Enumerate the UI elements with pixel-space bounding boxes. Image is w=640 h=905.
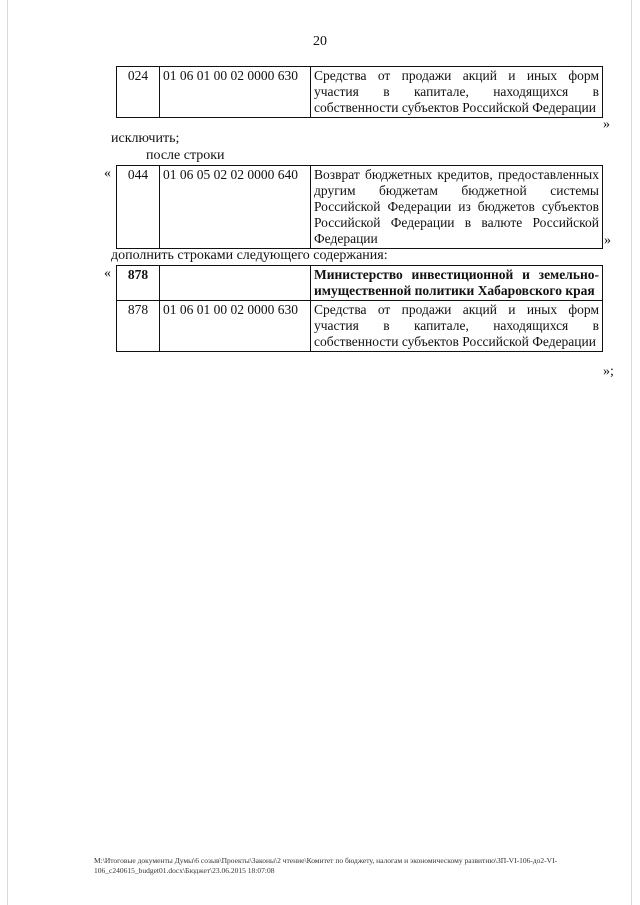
admin-code-cell: 044 xyxy=(117,166,160,249)
admin-code-cell: 878 xyxy=(117,266,160,301)
source-code-cell: 01 06 01 00 02 0000 630 xyxy=(160,67,311,118)
table-row xyxy=(117,301,603,352)
table-row xyxy=(117,266,603,301)
close-quote: »; xyxy=(603,364,614,379)
page-number: 20 xyxy=(313,34,327,49)
admin-code-cell: 878 xyxy=(117,301,160,352)
open-quote: « xyxy=(104,266,111,281)
budget-table-delete xyxy=(116,66,603,118)
close-quote: » xyxy=(604,233,611,248)
instruction-after-row: после строки xyxy=(146,148,225,163)
instruction-add-rows: дополнить строками следующего содержания: xyxy=(111,248,388,263)
source-code-cell: 01 06 05 02 02 0000 640 xyxy=(160,166,311,249)
open-quote: « xyxy=(104,166,111,181)
source-code-cell xyxy=(160,266,311,301)
scan-edge-right xyxy=(631,0,632,905)
admin-code-cell: 024 xyxy=(117,67,160,118)
budget-table-add xyxy=(116,265,603,352)
table-row xyxy=(117,67,603,118)
source-code-cell: 01 06 01 00 02 0000 630 xyxy=(160,301,311,352)
source-name-cell: Средства от продажи акций и иных форм участия в капитале, находящихся в собственности субъектов Российской Федерации xyxy=(311,301,603,352)
close-quote: » xyxy=(603,117,610,132)
ministry-name-cell: Министерство инвестиционной и земельно-имущественной политики Хабаровского края xyxy=(311,266,603,301)
table-row xyxy=(117,166,603,249)
file-path-footer: M:\Итоговые документы Думы\6 созыв\Проекты\Законы\2 чтение\Комитет по бюджету, налогам и экономическому развитию\ЗП-VI-106-до2-VI-106_с240615_budget01.docx\Бюджет\23.06.2015 18:07:08 xyxy=(94,856,558,875)
source-name-cell: Возврат бюджетных кредитов, предоставленных другим бюджетам бюджетной системы Российской Федерации из бюджетов субъектов Российской Федерации в валюте Российской Федерации xyxy=(311,166,603,249)
instruction-delete: исключить; xyxy=(111,131,180,146)
scan-edge-left xyxy=(7,0,8,905)
budget-table-anchor xyxy=(116,165,603,249)
source-name-cell: Средства от продажи акций и иных форм участия в капитале, находящихся в собственности субъектов Российской Федерации xyxy=(311,67,603,118)
